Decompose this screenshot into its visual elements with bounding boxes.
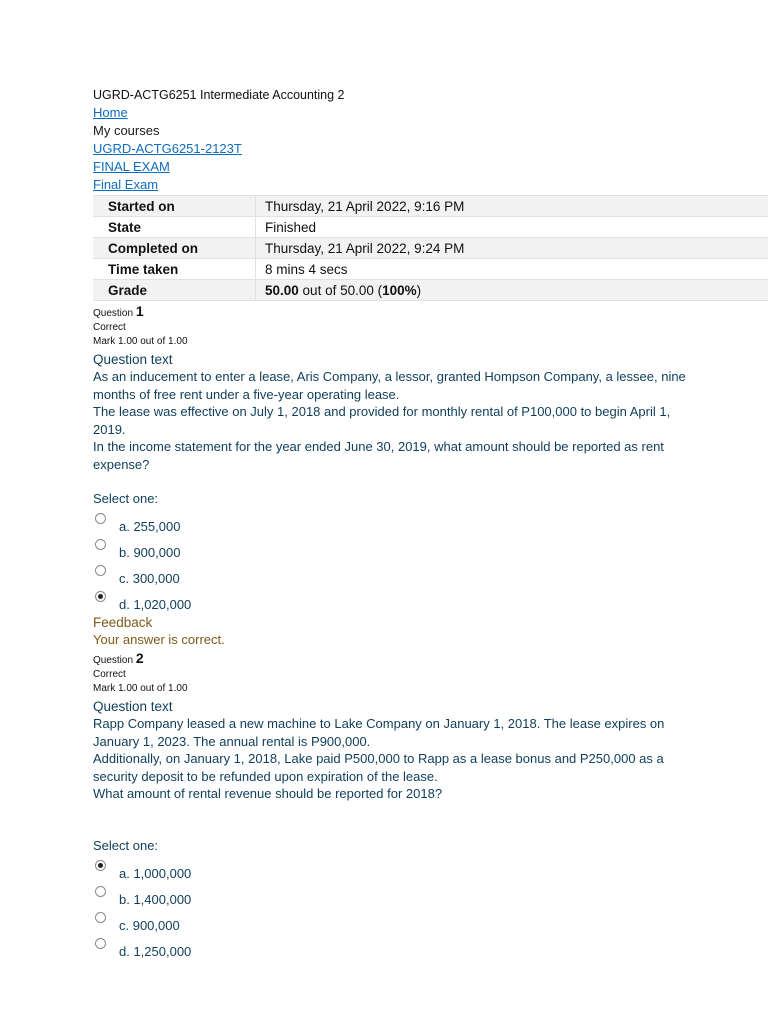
question-text [93,715,693,803]
answer-label: d. 1,020,000 [119,597,192,612]
answer-option-b[interactable] [93,539,693,565]
radio-button[interactable] [95,539,106,550]
question-2 [93,651,693,964]
grade-out-of: out of 50.00 ( [298,282,383,298]
answer-option-c[interactable] [93,565,693,591]
question-mark: Mark 1.00 out of 1.00 [93,336,188,347]
grade-score: 50.00 [265,282,299,298]
question-paragraph: What amount of rental revenue should be reported for 2018? [93,786,443,801]
summary-value-grade [256,280,768,301]
breadcrumb-final-exam-section[interactable]: FINAL EXAM [93,159,170,174]
answer-label: c. 900,000 [119,917,180,933]
summary-row-grade [93,280,768,301]
answer-option-b[interactable] [93,886,693,912]
answer-options [93,860,693,964]
summary-label: State [93,217,256,238]
radio-button[interactable] [95,938,106,949]
quiz-review [93,86,693,964]
answer-label: b. 900,000 [119,545,181,560]
answer-label: c. 300,000 [119,571,180,586]
grade-close: ) [416,282,422,298]
question-paragraph: The lease was effective on July 1, 2018 and provided for monthly rental of P100,000 to begin April 1, 2019. [93,404,671,437]
question-state: Correct [93,669,126,680]
answer-option-c[interactable] [93,912,693,938]
answer-option-d[interactable] [93,591,693,617]
question-number-value: 1 [135,303,144,319]
summary-label: Started on [93,196,256,217]
feedback-heading: Feedback [93,615,153,630]
breadcrumb [93,104,693,194]
summary-label: Completed on [93,238,256,259]
radio-button-selected[interactable] [95,860,106,871]
breadcrumb-home[interactable]: Home [93,105,128,120]
question-text [93,368,693,473]
answer-label: b. 1,400,000 [119,891,192,907]
select-one-prompt: Select one: [93,491,159,506]
grade-percent: 100% [382,282,417,298]
summary-row-completed [93,238,768,259]
question-number-value: 2 [135,650,144,666]
attempt-summary-table [93,195,768,301]
question-text-heading: Question text [93,352,173,367]
question-prefix: Question [93,655,136,666]
feedback-text: Your answer is correct. [93,632,225,647]
answer-options [93,513,693,617]
question-paragraph: In the income statement for the year ended June 30, 2019, what amount should be reported as rent expense? [93,439,664,472]
summary-value: Thursday, 21 April 2022, 9:16 PM [256,196,768,217]
summary-label: Grade [93,280,256,301]
question-text-heading: Question text [93,699,173,714]
radio-button[interactable] [95,513,106,524]
question-prefix: Question [93,308,136,319]
radio-button[interactable] [95,912,106,923]
course-title: UGRD-ACTG6251 Intermediate Accounting 2 [93,88,345,102]
answer-label: d. 1,250,000 [119,943,192,959]
radio-button[interactable] [95,886,106,897]
question-state: Correct [93,322,126,333]
question-paragraph: As an inducement to enter a lease, Aris Company, a lessor, granted Hompson Company, a lessee, nine months of free rent under a five-year operating lease. [93,369,686,402]
answer-label: a. 255,000 [119,519,181,534]
radio-button-selected[interactable] [95,591,106,602]
question-number [93,651,693,668]
answer-option-d[interactable] [93,938,693,964]
breadcrumb-final-exam[interactable]: Final Exam [93,177,159,192]
breadcrumb-my-courses: My courses [93,123,160,138]
question-info [93,304,693,349]
question-paragraph: Additionally, on January 1, 2018, Lake paid P500,000 to Rapp as a lease bonus and P250,000 as a security deposit to be refunded upon expiration of the lease. [93,751,664,784]
answer-option-a[interactable] [93,860,693,886]
question-info [93,651,693,696]
radio-button[interactable] [95,565,106,576]
answer-option-a[interactable] [93,513,693,539]
summary-value: 8 mins 4 secs [256,259,768,280]
question-paragraph: Rapp Company leased a new machine to Lake Company on January 1, 2018. The lease expires on January 1, 2023. The annual rental is P900,000. [93,716,665,749]
summary-row-time-taken [93,259,768,280]
summary-value: Thursday, 21 April 2022, 9:24 PM [256,238,768,259]
summary-row-state [93,217,768,238]
summary-row-started [93,196,768,217]
question-1 [93,304,693,648]
breadcrumb-course[interactable]: UGRD-ACTG6251-2123T [93,141,242,156]
select-one-prompt: Select one: [93,837,159,853]
question-mark: Mark 1.00 out of 1.00 [93,683,188,694]
answer-label: a. 1,000,000 [119,865,192,881]
summary-value: Finished [256,217,768,238]
question-number [93,304,693,321]
summary-label: Time taken [93,259,256,280]
